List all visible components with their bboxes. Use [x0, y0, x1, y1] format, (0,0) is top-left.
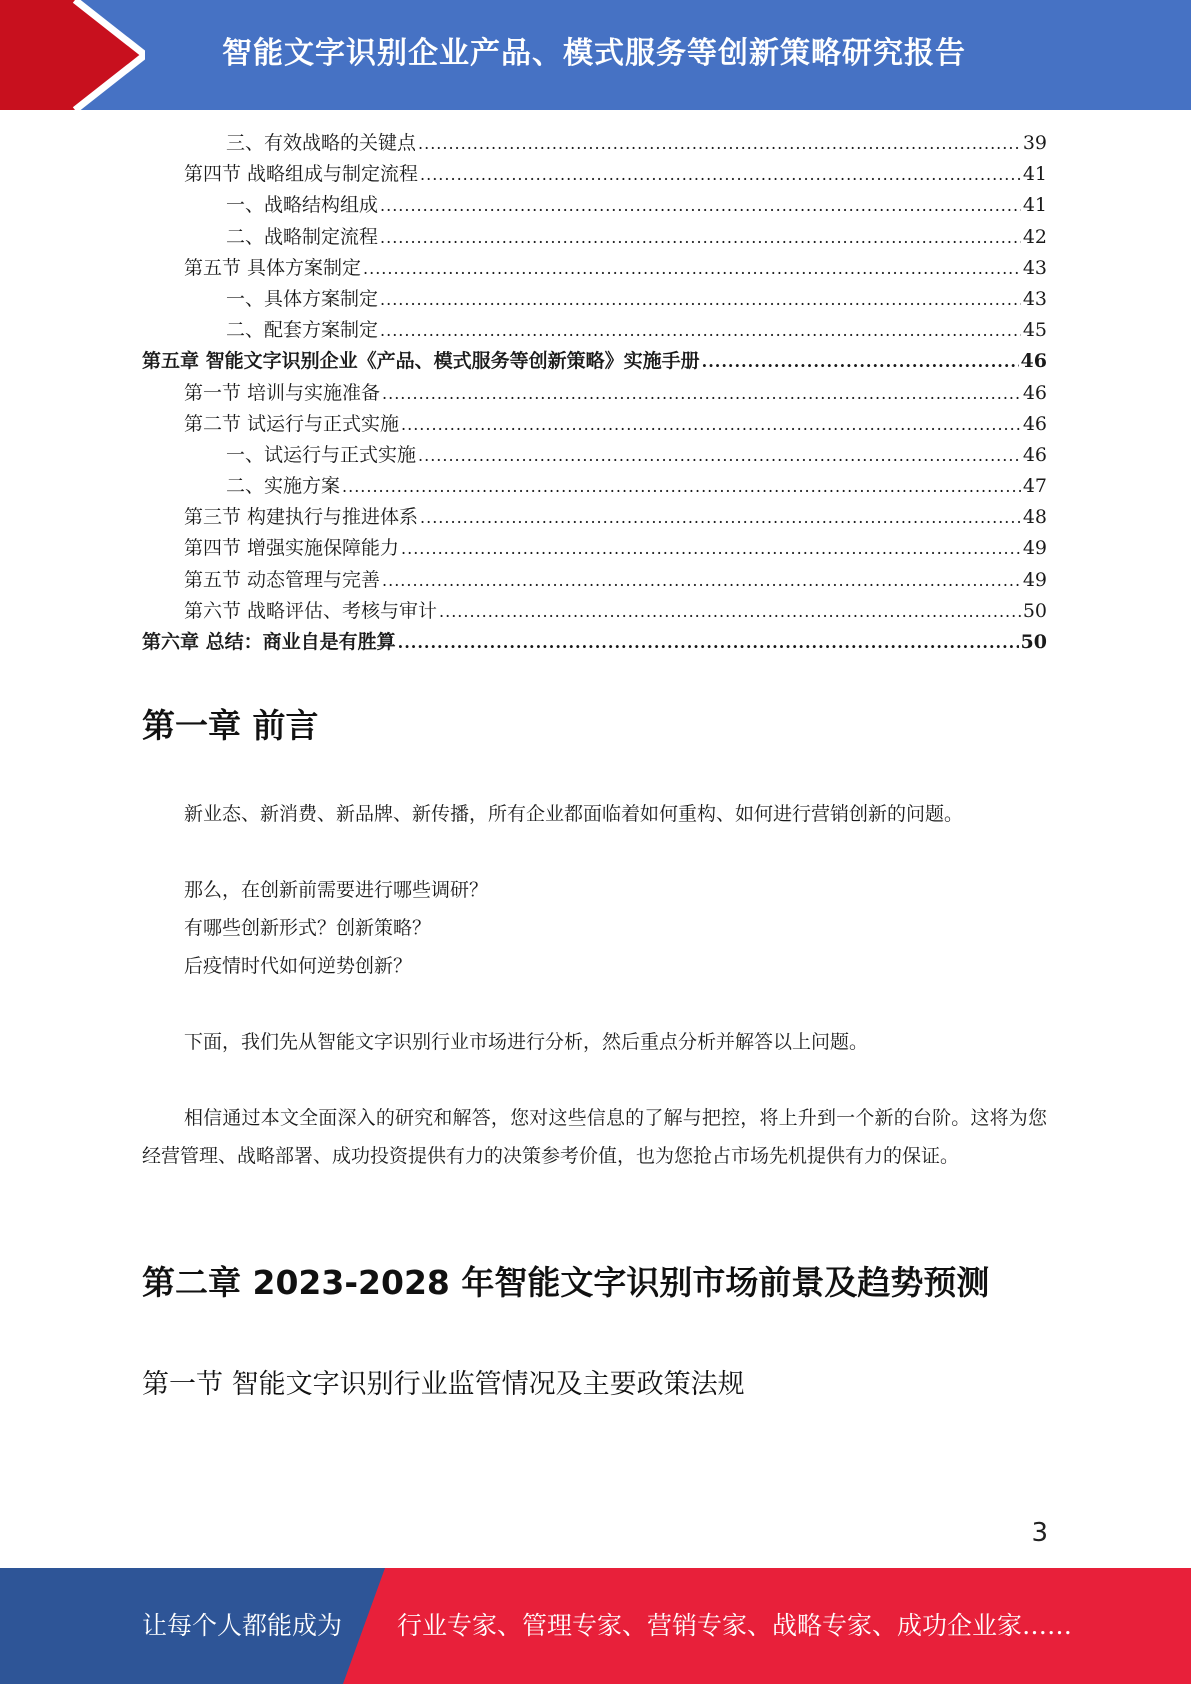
toc-entry-title: 第五章 智能文字识别企业《产品、模式服务等创新策略》实施手册: [142, 350, 700, 373]
paragraph-analysis: 下面，我们先从智能文字识别行业市场进行分析，然后重点分析并解答以上问题。: [184, 1031, 869, 1053]
toc-dot-leader: [380, 315, 1021, 346]
toc-entry[interactable]: [142, 502, 1047, 533]
paragraph-conclusion: 相信通过本文全面深入的研究和解答，您对这些信息的了解与把控，将上升到一个新的台阶。这将为您经营管理、战略部署、成功投资提供有力的决策参考价值，也为您抢占市场先机提供有力的保证。: [142, 1107, 1047, 1167]
toc-dot-leader: [382, 378, 1021, 409]
toc-entry-page: 42: [1022, 225, 1047, 248]
toc-entry-title: 第三节 构建执行与推进体系: [184, 506, 419, 529]
toc-entry[interactable]: [142, 315, 1047, 346]
header-banner: [0, 0, 1191, 110]
question-1: 那么，在创新前需要进行哪些调研？: [184, 879, 489, 901]
footer-banner: [0, 1568, 1191, 1684]
toc-entry[interactable]: [142, 627, 1047, 658]
toc-entry-title: 第五节 具体方案制定: [184, 256, 362, 279]
toc-entry-page: 47: [1022, 475, 1047, 498]
toc-entry[interactable]: [142, 222, 1047, 253]
footer-slogan-left: 让每个人都能成为: [142, 1611, 343, 1640]
toc-entry-page: 39: [1022, 132, 1047, 154]
toc-entry-page: 46: [1020, 350, 1047, 373]
toc-entry[interactable]: [142, 190, 1047, 221]
toc-entry-title: 第六章 总结：商业自是有胜算: [142, 631, 396, 653]
page-number: 3: [1031, 1518, 1048, 1548]
toc-entry-page: 41: [1022, 194, 1047, 217]
toc-entry-title: 二、战略制定流程: [226, 225, 379, 248]
toc-entry[interactable]: [142, 159, 1047, 190]
toc-dot-leader: [363, 253, 1021, 284]
report-title: 智能文字识别企业产品、模式服务等创新策略研究报告: [222, 36, 966, 71]
toc-dot-leader: [398, 627, 1019, 658]
toc-entry[interactable]: [142, 284, 1047, 315]
question-3: 后疫情时代如何逆势创新？: [184, 955, 413, 977]
toc-dot-leader: [380, 284, 1021, 315]
toc-entry[interactable]: [142, 471, 1047, 502]
footer-slogan-right: 行业专家、管理专家、营销专家、战略专家、成功企业家……: [397, 1611, 1073, 1640]
toc-entry-title: 第六节 战略评估、考核与审计: [184, 599, 438, 622]
toc-entry[interactable]: [142, 596, 1047, 627]
toc-dot-leader: [401, 533, 1021, 564]
toc-entry-title: 二、配套方案制定: [226, 319, 379, 342]
toc-dot-leader: [342, 471, 1021, 502]
toc-entry-title: 三、有效战略的关键点: [226, 132, 417, 154]
toc-entry[interactable]: [142, 253, 1047, 284]
toc-dot-leader: [380, 222, 1021, 253]
toc-dot-leader: [702, 346, 1019, 377]
toc-entry-page: 50: [1020, 631, 1047, 653]
toc-entry-page: 46: [1022, 412, 1047, 435]
toc-entry[interactable]: [142, 128, 1047, 159]
toc-entry-page: 46: [1022, 381, 1047, 404]
section-1-heading: 第一节 智能文字识别行业监管情况及主要政策法规: [142, 1369, 745, 1400]
toc-entry-page: 48: [1022, 506, 1047, 529]
toc-dot-leader: [380, 190, 1021, 221]
toc-entry[interactable]: [142, 533, 1047, 564]
toc-entry-title: 第四节 增强实施保障能力: [184, 537, 400, 560]
toc-entry[interactable]: [142, 565, 1047, 596]
toc-dot-leader: [401, 409, 1021, 440]
toc-entry-page: 49: [1022, 537, 1047, 560]
toc-entry-title: 一、试运行与正式实施: [226, 443, 417, 466]
toc-dot-leader: [439, 596, 1021, 627]
question-2: 有哪些创新形式？创新策略？: [184, 917, 432, 939]
toc-entry-title: 一、战略结构组成: [226, 194, 379, 217]
toc-dot-leader: [420, 159, 1021, 190]
toc-dot-leader: [382, 565, 1021, 596]
toc-entry-page: 50: [1022, 599, 1047, 622]
toc-entry[interactable]: [142, 378, 1047, 409]
toc-dot-leader: [418, 440, 1021, 471]
toc-entry-title: 一、具体方案制定: [226, 287, 379, 310]
toc-entry-title: 第五节 动态管理与完善: [184, 568, 381, 591]
chapter-1-heading: 第一章 前言: [142, 706, 319, 745]
toc-entry-page: 43: [1022, 256, 1047, 279]
toc-entry-page: 46: [1022, 443, 1047, 466]
chapter-2-heading: 第二章 2023-2028 年智能文字识别市场前景及趋势预测: [142, 1263, 990, 1302]
toc-entry-page: 45: [1022, 319, 1047, 342]
toc-entry[interactable]: [142, 409, 1047, 440]
toc-entry-title: 第二节 试运行与正式实施: [184, 412, 400, 435]
toc-entry-page: 43: [1022, 287, 1047, 310]
table-of-contents: [142, 128, 1047, 658]
paragraph-intro: 新业态、新消费、新品牌、新传播，所有企业都面临着如何重构、如何进行营销创新的问题。: [184, 803, 964, 825]
toc-entry-title: 第一节 培训与实施准备: [184, 381, 381, 404]
toc-entry-title: 二、实施方案: [226, 475, 341, 498]
toc-entry[interactable]: [142, 346, 1047, 377]
toc-entry-page: 49: [1022, 568, 1047, 591]
toc-entry[interactable]: [142, 440, 1047, 471]
toc-dot-leader: [420, 502, 1021, 533]
toc-entry-title: 第四节 战略组成与制定流程: [184, 163, 419, 186]
header-red-arrow: [0, 0, 145, 110]
toc-entry-page: 41: [1022, 163, 1047, 186]
toc-dot-leader: [418, 128, 1021, 159]
